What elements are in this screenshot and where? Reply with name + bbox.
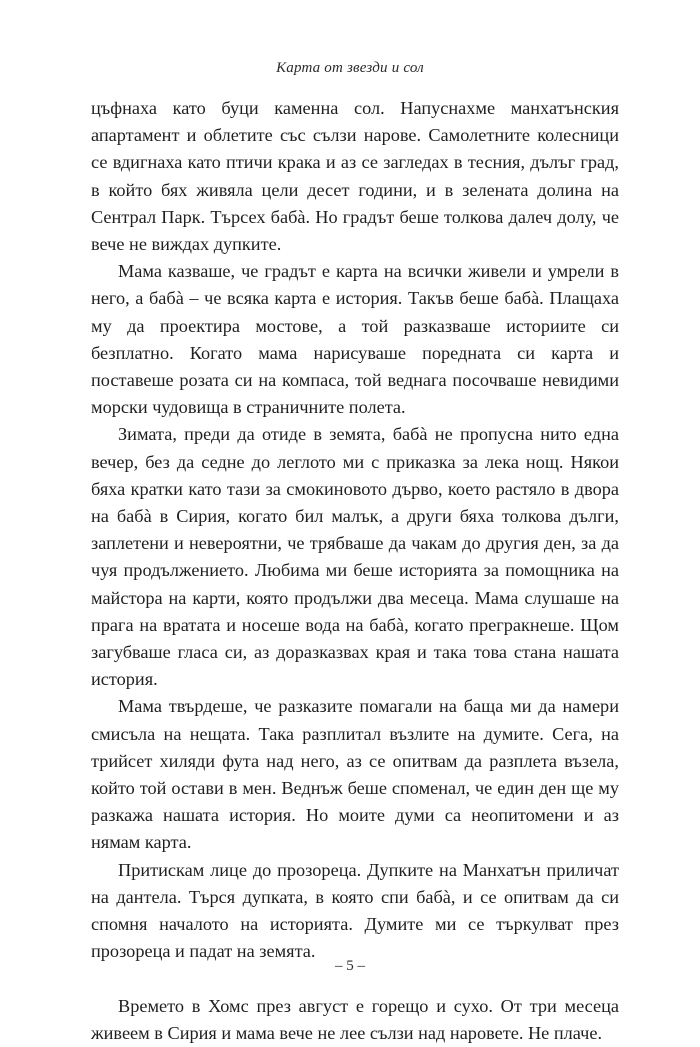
paragraph: Притискам лице до прозореца. Дупките на Манхатън приличат на дантела. Търся дупката, в която спи бабà, и се опитвам да си спомня началото на историята. Думите ми се търкулват през прозореца и падат на земята.	[91, 859, 619, 962]
paragraph: Мама казваше, че градът е карта на всички живели и умрели в него, а бабà – че всяка карта е история. Такъв беше бабà. Плащаха му да проектира мостове, а той разказваше историите си безплатно. Когато мама нарисуваше поредната си карта и поставеше розата си на компаса, той веднага посочваше невидими морски чудовища в страничните полета.	[91, 261, 619, 418]
paragraph: Мама твърдеше, че разказите помагали на баща ми да намери смисъла на нещата. Така разплитал възлите на думите. Сега, на трийсет хиляди фута над него, аз се опитвам да разплета възела, който той остави в мен. Веднъж беше споменал, че един ден ще му разкажа нашата история. Но моите думи са неопитомени и аз нямам карта.	[91, 696, 619, 853]
running-head: Карта от звезди и сол	[276, 60, 424, 76]
paragraph: Зимата, преди да отиде в земята, бабà не пропусна нито една вечер, без да седне до леглото ми с приказка за лека нощ. Някои бяха кратки като тази за смокиновото дърво, което растяло в двора на бабà в Сирия, когато бил малък, а други бяха толкова дълги, заплетени и невероятни, че трябваше да чакам до другия ден, за да чуя продължението. Любима ми беше историята за помощника на майстора на карти, която продължи два месеца. Мама слушаше на прага на вратата и носеше вода на бабà, когато прегракнеше. Щом загубваше гласа си, аз доразказвах края и така това стана нашата история.	[91, 424, 619, 690]
body-text	[91, 95, 619, 1047]
page-number: – 5 –	[335, 958, 365, 974]
section-start-paragraph: Времето в Хомс през август е горещо и сухо. От три месеца живеем в Сирия и мама вече не лее сълзи над наровете. Не плаче.	[91, 995, 619, 1043]
paragraph-continuation: цъфнаха като буци каменна сол. Напуснахме манхатънския апартамент и облетите със сълзи нарове. Самолетните колесници се вдигнаха като птичи крака и аз се загледах в тесния, дълъг град, в който бях живяла цели десет години, и в зелената долина на Сентрал Парк. Търсех бабà. Но градът беше толкова далеч долу, че вече не виждах дупките.	[91, 98, 619, 255]
